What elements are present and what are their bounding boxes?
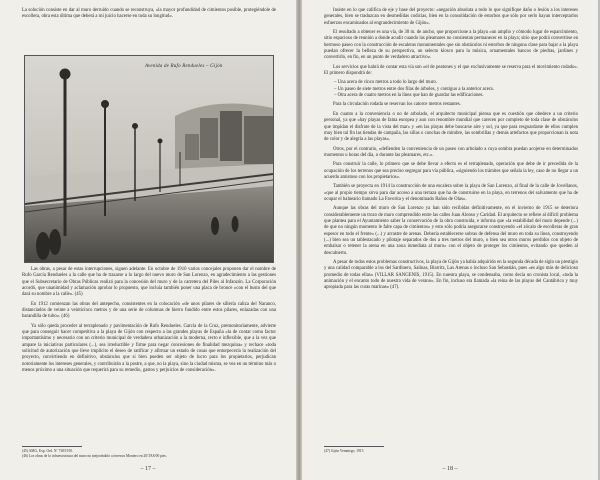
paragraph: En 1912 comienzan las obras del antepecho, consistentes en la colocación «de unos pilares de sillería caliza del Naranco, distanciados de veinte a veinticinco metros y de una serie de columnas de hierro fundido entre estos pilares, enlazadas con una barandilla de tubo». (46)	[22, 301, 276, 320]
list-item: – Otra acera de cuatro metros en la línea que han de guardar las edificaciones.	[334, 93, 578, 99]
list-item: – Un paseo de siete metros entre dos filas de árboles, y contiguo a la anterior acera.	[334, 87, 578, 93]
footnote: (47) Gijón Veraniego, 1915.	[324, 449, 365, 453]
paragraph: Las obras, a pesar de estas interrupciones, siguen adelante. En octubre de 1910 varios concejales proponen dar el nombre de Rufo García Rendueles a la calle que ha de trazarse a lo largo del nuevo muro de San Lorenzo, en agradecimiento a las gestiones que el Subsecretario de Obras Públicas realizó para la concesión del muro y de la carretera del Piles al Infanzón. La Corporación acordó, que unanimidad y aclamación aprobar lo propuesto, que incluía también poner una placa de bronce «con el busto del que dará su nombre a la calle». (45)	[22, 267, 276, 298]
paragraph: Para construir la calle, lo primero que se debe llevar a efecto es el terraplenado, operación que debe de ir precedida de la ocupación de los terrenos que sea preciso segregar para vía pública, «siguiendo los trámites que señala la ley, caso de no llegar a un acuerdo amistoso con los propietarios».	[324, 162, 578, 180]
paragraph: También se proyecta en 1914 la construcción de una escalera sobre la playa de San Lorenzo, al final de la calle de Jovellanos, «que al propio tiempo sirva para dar acceso a una terraza que ha de construirse en la playa, en terrenos del salvamento que ha de ocupar el balneario llamado La Favorita y el denominado Baños de Olas».	[324, 184, 578, 202]
paragraph: Los servicios que habrá de contar esta vía son «el de peatones y el que exclusivamente se reserva para el movimiento rodado». El primero dispondrá de:	[324, 64, 578, 77]
footnote-rule	[324, 446, 384, 447]
left-page	[0, 0, 296, 480]
paragraph: A pesar de todos estos problemas constructivos, la playa de Gijón ya había adquirido en la segunda década de siglo un prestigio y una calidad comparable a los del Sardinero, Salinas, Biarritz, Las Arenas o incluso San Sebastián, pues «es algo más de delicioso promedio de todas ellas» (VILLAR SANGENIS, 1915). En nuestra playa, se condensaba, como decía un cronista local, «toda la animación y el encanto todo de nuestra vida de verano». En fin, incluso era llamada «la reina de las playas del Cantábrico y muy apropiada para las curas marinas» (47).	[324, 260, 578, 291]
intro-paragraph: La solución consiste en dar al muro derruido cuando se reconstruya, «la mayor profundidad de cimientos posible, protegiéndole de escollera, obra esta última que deberá a mi juicio hacerse en toda su longitud».	[22, 8, 276, 20]
paragraph: Aunque las obras del muro de San Lorenzo ya han sido recibidas definitivamente, en el invierno de 1915 se deteriora considerablemente un trozo de muro comprendido entre las calles Juan Alonso y Caridad. El arquitecto se refiere al difícil problema que plantea para el Ayuntamiento saber la conservación de la obra construida, e informa que «la estabilidad del muro depende (...) de que no ningún momento le falte capa de cimientos» y esto sólo podría asegurarse construyendo «el zócalo de escolleras de gran espesor en todo el frente» (...) y arrastre de arenas. Debería establecerse sobras de defensa del muro en toda su línea, construyendo (...) bien sea un tablestacado y pilotaje separados de dos a tres metros del muro, o bien sea otros muros perdidos con objeto de embalsar o retener la arena en una zona inmediata al muro» con el objeto de proteger los cimientos, evitando que queden al descubierto.	[324, 206, 578, 256]
footnote: (45) AMG, Exp. Ord. Nº 738/1910.	[22, 449, 73, 453]
right-page-content	[324, 8, 578, 295]
paragraph: Para la circulación rodada se reservan los catorce metros restantes.	[333, 102, 461, 108]
paragraph: En cuanto a la conveniencia o no de arbolado, el arquitecto municipal piensa que es cuestión que obedece a un criterio personal, ya que «hay playas de fama europea y aun con renombre mundial que carecen por completo de toda clase de obstáculos que impidan el disfrute de la vista del mar» y «en las playas debe buscarse aire y sol, ya que para resguardarse de ellos cumplen muy bien tal fin las tiendas de campaña, las sillas o conchas de mimbre, las sombrillas y demás artefactos que proporcionan la nota de color y de alegría a las playas».	[324, 111, 578, 143]
photo-illustration	[25, 56, 273, 262]
list-item: – Una acera de cinco metros a todo lo largo del muro.	[334, 80, 578, 86]
page-number: – 17 –	[140, 466, 156, 472]
paragraph: El resultado a obtener es una vía, de 30 m. de ancho, que proporcione a la playa «un amplio y cómodo lugar de esparcimiento, sitio espacioso de reunión a donde acudir cuando las pleamares no consientan permanecer en la playa; sitio que podrá convertirse en hermoso paseo con la construcción de escaleras monumentales que sin obstáculos ni estorbos de ninguna clase para bajar a la playa puedan ofrecer la belleza de su perspectiva, un selecto kiosco para la música, ornamentales bancos de piedras, jardines y convertirlo, en fin, en un punto de verdadero atractivo».	[324, 30, 578, 61]
historical-photo	[24, 55, 274, 263]
left-footnotes	[22, 446, 276, 459]
right-footnotes	[324, 446, 578, 454]
paragraph: Insiste en lo que califica de eje y base del proyecto: «negación absoluta a todo lo que signifique daño o lesión a los intereses generales, bien se traduzcan en desmedidas codicias, bien en la consolidación de estorbos que sólo por serlo hayan interceptarlos esfuerzos encaminados al engrandecimiento de Gijón».	[324, 8, 578, 26]
right-page	[302, 0, 598, 480]
footnote: (46) Los obras de lo infraestructura del muro no mejorándolo a terrenos Montero en 20/TAS/00 pies.	[22, 454, 167, 458]
left-page-body	[22, 267, 276, 378]
left-page-content	[22, 8, 276, 24]
page-number: – 18 –	[442, 466, 458, 472]
footnote-rule	[22, 446, 82, 447]
photo-caption: Avenida de Rufo Rendueles – Gijón	[145, 64, 223, 69]
paragraph: Ya sólo queda proceder al terraplenado y pavimentación de Rufo Rendueles. García de la Cruz, premonitoriamente, advierte que para conseguir hacer competitiva a la playa de Gijón con respecto a las grandes playas de España «la de contar como factor importantísimo y necesario con un criterio municipal de verdadera urbanización a la moderna, recto e inflexible, que a la vez que ampare la iniciativas particulares (...), sea irreductible y firme para negar concesiones de finalidad mezquina» y rechace «toda solicitud de autorización que lleve implícito el deseo de ratificar y afirmar un estado de cosas que entorpecería la realización del proyecto, convirtiendo en definitivo, obstáculos que si bien pueden ser objeto de lucro para los propietarios, perjudican notoriamente los intereses generales, y contribuirán a la postre, a que, no la playa, sino la ciudad misma, se vea en un término más o menos próximo a una situación que requerirá para su remedio, gastos y perjuicios de consideración».	[22, 323, 276, 374]
paragraph: Otros, por el contrario, «defienden la conveniencia de un paseo con arbolado a cuya sombra puedan acojerse en determinados momentos u horas del día, o durante las pleamares, etc.».	[324, 146, 578, 158]
street-sections-list	[334, 80, 578, 99]
